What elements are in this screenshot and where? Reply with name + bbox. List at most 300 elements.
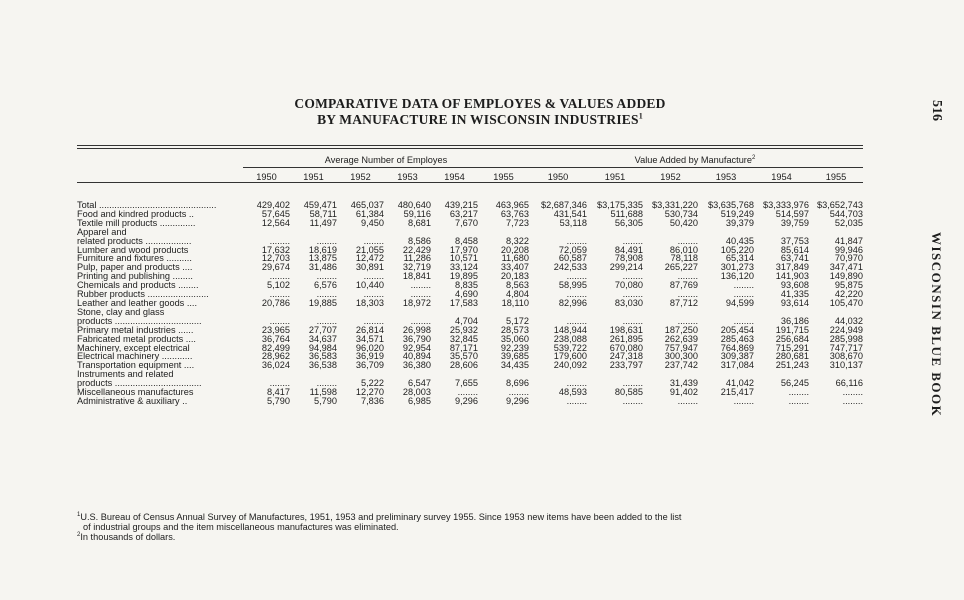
year-header-val: 1950 [547, 172, 569, 183]
employes-cell: 94,984 [308, 343, 337, 353]
employes-cell: 25,932 [449, 325, 478, 335]
employes-cell: 12,564 [261, 218, 290, 228]
employes-cell: 6,547 [408, 379, 431, 389]
value-added-cell: 262,639 [664, 334, 698, 344]
value-added-cell: 63,741 [780, 254, 809, 264]
industry-label: Instruments and related [77, 370, 174, 380]
value-added-cell [754, 308, 809, 317]
employes-cell: 17,632 [261, 245, 290, 255]
employes-cell [431, 228, 478, 237]
table-row [77, 379, 863, 388]
employes-cell [243, 228, 290, 237]
industry-label: Electrical machinery ............ [77, 352, 193, 362]
industry-label: Furniture and fixtures .......... [77, 254, 192, 264]
employes-cell: 40,894 [402, 352, 431, 362]
value-added-cell: 198,631 [609, 325, 643, 335]
value-added-cell: ........ [733, 316, 754, 326]
employes-cell: 26,998 [402, 325, 431, 335]
value-added-cell: 94,599 [725, 298, 754, 308]
value-added-cell: 42,220 [834, 290, 863, 299]
industry-label: Transportation equipment .... [77, 361, 195, 371]
employes-cell: 96,020 [355, 343, 384, 353]
employes-cell: 36,919 [355, 352, 384, 362]
table-row [77, 344, 863, 353]
employes-cell [243, 370, 290, 379]
employes-cell: 28,003 [402, 388, 431, 397]
employes-cell: 23,965 [261, 325, 290, 335]
value-added-cell [587, 308, 643, 317]
value-added-cell [643, 370, 698, 379]
year-header-emp: 1953 [397, 172, 418, 183]
employes-cell: 9,450 [361, 218, 384, 228]
employes-cell: 5,790 [267, 396, 290, 406]
value-added-cell: 747,717 [829, 343, 863, 353]
running-head-side: WISCONSIN BLUE BOOK [929, 232, 944, 418]
employes-cell: ........ [316, 290, 337, 299]
value-added-cell: 136,120 [720, 272, 754, 282]
employes-cell: 34,571 [355, 334, 384, 344]
employes-cell: 8,681 [408, 218, 431, 228]
industry-label: Textile mill products .............. [77, 218, 196, 228]
employes-cell: 19,895 [449, 272, 478, 282]
industry-label: Food and kindred products .. [77, 209, 194, 219]
industry-label: Administrative & auxiliary .. [77, 396, 188, 406]
industry-label: Stone, clay and glass [77, 307, 165, 317]
employes-cell: 5,172 [506, 316, 529, 326]
value-added-cell: $3,652,743 [817, 201, 863, 210]
employes-cell: 11,680 [501, 254, 529, 264]
page-title [180, 96, 780, 128]
employes-cell: 32,719 [402, 263, 431, 273]
industry-label: Primary metal industries ...... [77, 325, 194, 335]
table-row [77, 237, 863, 246]
group-rule-value [527, 167, 863, 168]
title-footnote-mark: 1 [638, 111, 643, 121]
employes-cell [290, 228, 337, 237]
table-row [77, 317, 863, 326]
value-added-cell: 99,946 [834, 245, 863, 255]
employes-cell: 34,637 [308, 334, 337, 344]
value-added-cell: 93,614 [780, 298, 809, 308]
year-header-val: 1954 [771, 172, 792, 183]
employes-cell [478, 308, 529, 317]
value-added-cell: ........ [622, 272, 643, 282]
value-added-cell: 715,291 [775, 343, 809, 353]
value-added-cell [643, 308, 698, 317]
value-added-cell: ........ [622, 379, 643, 389]
employes-cell [290, 370, 337, 379]
value-added-cell: 87,769 [669, 281, 698, 291]
value-added-cell [698, 308, 754, 317]
employes-cell: 31,486 [308, 263, 337, 273]
employes-cell: 8,586 [408, 236, 431, 246]
value-added-cell: ........ [733, 281, 754, 291]
employes-cell [337, 228, 384, 237]
value-added-cell: 39,379 [725, 218, 754, 228]
year-header-emp: 1950 [256, 172, 277, 183]
value-added-cell: 310,137 [829, 361, 863, 371]
title-line-1: COMPARATIVE DATA OF EMPLOYES & VALUES ADDED [294, 96, 666, 111]
employes-cell: 18,110 [501, 298, 529, 308]
employes-cell: 4,690 [455, 290, 478, 299]
table-row [77, 335, 863, 344]
value-added-cell: 280,681 [775, 352, 809, 362]
value-added-cell: 60,587 [558, 254, 587, 264]
employes-cell: ........ [316, 272, 337, 282]
value-added-cell: 347,471 [829, 263, 863, 273]
table-row [77, 246, 863, 255]
industry-label: Total .............................................. [77, 201, 217, 210]
employes-cell: 61,384 [355, 209, 384, 219]
footnote-1-mark: 1 [77, 511, 81, 518]
employes-cell: 36,764 [261, 334, 290, 344]
employes-cell: 18,972 [402, 298, 431, 308]
value-added-cell: ........ [622, 316, 643, 326]
employes-cell: 92,954 [402, 343, 431, 353]
value-added-cell: 215,417 [720, 388, 754, 397]
employes-cell: 11,598 [309, 388, 337, 397]
footnote-2 [77, 532, 867, 542]
value-added-cell: 48,593 [558, 388, 587, 397]
value-added-cell: 530,734 [664, 209, 698, 219]
value-added-cell [529, 228, 587, 237]
employes-cell: 7,655 [455, 379, 478, 389]
value-added-cell: 265,227 [664, 263, 698, 273]
employes-cell: 28,573 [500, 325, 529, 335]
table-row [77, 352, 863, 361]
industry-label: products .................................. [77, 316, 202, 326]
footnote-1-line-1: U.S. Bureau of Census Annual Survey of Manufactures, 1951, 1953 and preliminary survey 1955. Since 1953 new items have been added to the list [80, 512, 682, 522]
employes-cell: 17,583 [449, 298, 478, 308]
value-added-cell: 670,080 [609, 343, 643, 353]
employes-cell: 463,965 [495, 201, 529, 210]
employes-cell: 8,458 [455, 236, 478, 246]
employes-cell: 8,563 [506, 281, 529, 291]
employes-cell: 18,619 [308, 245, 337, 255]
employes-cell: 21,055 [355, 245, 384, 255]
employes-cell [478, 370, 529, 379]
value-added-cell: 511,688 [610, 209, 643, 219]
employes-cell: 57,645 [261, 209, 290, 219]
value-added-cell: 205,454 [720, 325, 754, 335]
value-added-cell: 85,614 [780, 245, 809, 255]
employes-cell: 36,024 [261, 361, 290, 371]
value-added-cell: ........ [566, 290, 587, 299]
group-header-value [527, 156, 863, 165]
employes-cell: 9,296 [455, 396, 478, 406]
employes-cell: 36,583 [308, 352, 337, 362]
employes-cell: 20,208 [500, 245, 529, 255]
employes-cell: 33,407 [500, 263, 529, 273]
value-added-cell: ........ [566, 316, 587, 326]
group-rule-employes [243, 167, 529, 168]
value-added-cell: 191,715 [775, 325, 809, 335]
value-added-cell: 247,318 [609, 352, 643, 362]
year-header-row [77, 170, 863, 183]
value-added-cell [587, 370, 643, 379]
employes-cell: 29,674 [261, 263, 290, 273]
employes-cell: 22,429 [402, 245, 431, 255]
employes-cell: 18,303 [355, 298, 384, 308]
value-added-cell: 44,032 [834, 316, 863, 326]
top-rule [77, 145, 863, 146]
table-row [77, 326, 863, 335]
employes-cell: 58,711 [309, 209, 337, 219]
employes-cell: 33,124 [449, 263, 478, 273]
employes-cell: ........ [269, 316, 290, 326]
value-added-cell: 78,118 [670, 254, 698, 264]
year-header-emp: 1952 [350, 172, 371, 183]
value-added-cell [587, 228, 643, 237]
value-added-cell: 757,947 [664, 343, 698, 353]
value-added-cell: ........ [677, 236, 698, 246]
value-added-cell: 179,600 [553, 352, 587, 362]
employes-cell: ........ [269, 272, 290, 282]
employes-cell [384, 370, 431, 379]
value-added-cell: ........ [622, 236, 643, 246]
employes-cell [290, 308, 337, 317]
employes-cell: 30,891 [355, 263, 384, 273]
employes-cell: ........ [316, 316, 337, 326]
value-added-cell: ........ [677, 316, 698, 326]
value-added-cell: ........ [622, 396, 643, 406]
employes-cell [337, 370, 384, 379]
employes-cell: 82,499 [261, 343, 290, 353]
industry-label: Machinery, except electrical [77, 343, 190, 353]
employes-cell: 10,440 [355, 281, 384, 291]
table-row [77, 219, 863, 228]
employes-cell: 459,471 [303, 201, 337, 210]
value-added-cell: 240,092 [553, 361, 587, 371]
employes-cell: 9,296 [506, 396, 529, 406]
value-added-cell: ........ [842, 396, 863, 406]
industry-label: Leather and leather goods .... [77, 298, 198, 308]
value-added-cell: 544,703 [829, 209, 863, 219]
year-header-val: 1955 [825, 172, 847, 183]
employes-cell: ........ [363, 316, 384, 326]
employes-cell: 439,215 [444, 201, 478, 210]
employes-cell: ........ [316, 236, 337, 246]
employes-cell: 8,835 [455, 281, 478, 291]
employes-cell: 63,217 [449, 209, 478, 219]
value-added-cell: 519,249 [720, 209, 754, 219]
value-added-cell: 83,030 [614, 298, 643, 308]
table-row [77, 388, 863, 397]
value-added-cell: ........ [733, 290, 754, 299]
table-row [77, 370, 863, 379]
employes-cell: 5,222 [361, 379, 384, 389]
page-number: 516 [929, 100, 944, 121]
value-added-cell: 58,995 [558, 281, 587, 291]
employes-cell: ........ [410, 290, 431, 299]
value-added-cell [809, 370, 863, 379]
value-added-cell: ........ [677, 272, 698, 282]
table-row [77, 290, 863, 299]
year-header-val: 1952 [660, 172, 681, 183]
employes-cell [478, 228, 529, 237]
employes-cell: 36,538 [308, 361, 337, 371]
title-line-2 [180, 112, 780, 128]
employes-cell: 10,571 [449, 254, 478, 264]
employes-cell: ........ [269, 236, 290, 246]
value-added-cell: 285,463 [720, 334, 754, 344]
value-added-cell: 50,420 [669, 218, 698, 228]
table-body [77, 183, 863, 406]
employes-cell: ........ [410, 316, 431, 326]
value-added-cell [698, 228, 754, 237]
group-header-employes: Average Number of Employes [324, 155, 448, 165]
value-added-cell: 87,712 [669, 298, 698, 308]
value-added-cell: 66,116 [835, 379, 863, 389]
employes-cell: 7,723 [506, 218, 529, 228]
employes-cell: 19,885 [308, 298, 337, 308]
value-added-cell: ........ [842, 388, 863, 397]
value-added-cell: 300,300 [664, 352, 698, 362]
value-added-cell: 36,186 [780, 316, 809, 326]
value-added-cell: 84,491 [614, 245, 643, 255]
value-added-cell: 764,869 [720, 343, 754, 353]
table-row [77, 281, 863, 290]
value-added-cell: ........ [677, 290, 698, 299]
value-added-cell: $3,331,220 [652, 201, 698, 210]
value-added-cell: 31,439 [669, 379, 698, 389]
employes-cell: 11,286 [403, 254, 431, 264]
year-header-val: 1953 [715, 172, 737, 183]
employes-cell: 92,239 [500, 343, 529, 353]
value-added-cell [529, 370, 587, 379]
employes-cell: 59,116 [403, 209, 431, 219]
value-added-cell: 52,035 [834, 218, 863, 228]
value-added-cell: 41,042 [725, 379, 754, 389]
group-header-value-text: Value Added by Manufacture [634, 155, 752, 165]
industry-label: Printing and publishing ........ [77, 272, 193, 282]
industry-label: Apparel and [77, 227, 127, 237]
footnotes [77, 512, 867, 542]
group-header-row [77, 148, 863, 170]
value-added-cell: 70,080 [614, 281, 643, 291]
employes-cell: 12,270 [355, 388, 384, 397]
employes-cell: 32,845 [449, 334, 478, 344]
industry-label: Fabricated metal products .... [77, 334, 196, 344]
employes-cell: 27,707 [308, 325, 337, 335]
employes-cell: 87,171 [449, 343, 478, 353]
value-added-cell: ........ [566, 396, 587, 406]
industry-label: Rubber products ........................ [77, 290, 209, 299]
footnote-1-continued: of industrial groups and the item miscellaneous manufactures was eliminated. [83, 522, 399, 532]
year-header-emp: 1951 [303, 172, 324, 183]
value-added-cell: 301,273 [720, 263, 754, 273]
value-added-cell: 251,243 [775, 361, 809, 371]
employes-cell: 26,814 [355, 325, 384, 335]
table-row [77, 228, 863, 237]
industry-label: products .................................. [77, 379, 202, 389]
employes-cell: ........ [363, 290, 384, 299]
industry-label: Lumber and wood products [77, 245, 189, 255]
value-added-cell: ........ [733, 396, 754, 406]
spacer-row [77, 183, 863, 202]
value-added-cell: ........ [622, 290, 643, 299]
value-added-cell [809, 308, 863, 317]
industry-label: Chemicals and products ........ [77, 281, 199, 291]
value-added-cell: 65,314 [725, 254, 754, 264]
employes-cell: ........ [269, 290, 290, 299]
employes-cell [384, 228, 431, 237]
employes-cell: 63,763 [500, 209, 529, 219]
employes-cell: 6,985 [408, 396, 431, 406]
value-added-cell: ........ [788, 388, 809, 397]
value-added-cell: 242,533 [553, 263, 587, 273]
value-added-cell: $2,687,346 [541, 201, 587, 210]
employes-cell: 7,836 [361, 396, 384, 406]
employes-cell: 465,037 [350, 201, 384, 210]
value-added-cell: 431,541 [553, 209, 587, 219]
employes-cell: 35,570 [449, 352, 478, 362]
employes-cell: ........ [316, 379, 337, 389]
value-added-cell: ........ [788, 396, 809, 406]
value-added-cell: 308,670 [829, 352, 863, 362]
value-added-cell: 237,742 [664, 361, 698, 371]
value-added-cell: 148,944 [553, 325, 587, 335]
employes-cell: 6,576 [314, 281, 337, 291]
employes-cell: 36,790 [402, 334, 431, 344]
year-header-val: 1951 [604, 172, 626, 183]
value-added-cell [754, 370, 809, 379]
table-row [77, 299, 863, 308]
value-added-cell: 56,305 [614, 218, 643, 228]
table-row [77, 361, 863, 370]
employes-cell: ........ [363, 272, 384, 282]
employes-cell: 8,696 [506, 379, 529, 389]
value-added-cell: 95,875 [834, 281, 863, 291]
employes-cell: 28,962 [261, 352, 290, 362]
value-added-cell: 91,402 [669, 388, 698, 397]
value-added-cell: 256,684 [775, 334, 809, 344]
value-added-cell: 82,996 [558, 298, 587, 308]
value-added-cell: 41,335 [780, 290, 809, 299]
value-added-cell [809, 228, 863, 237]
table-row [77, 397, 863, 406]
value-added-cell: 39,759 [780, 218, 809, 228]
value-added-cell: 261,895 [609, 334, 643, 344]
data-table-wrap [77, 148, 863, 406]
value-footnote-mark: 2 [751, 154, 756, 161]
value-added-cell: 299,214 [609, 263, 643, 273]
value-added-cell: 285,998 [829, 334, 863, 344]
employes-cell: 17,970 [449, 245, 478, 255]
industry-label: related products .................. [77, 236, 192, 246]
employes-cell: 35,060 [500, 334, 529, 344]
table-row [77, 210, 863, 219]
employes-cell: 12,472 [355, 254, 384, 264]
value-added-cell: 317,084 [720, 361, 754, 371]
value-added-cell: ........ [566, 236, 587, 246]
employes-cell: 4,804 [506, 290, 529, 299]
value-added-cell: 149,890 [829, 272, 863, 282]
value-added-cell: 56,245 [780, 379, 809, 389]
employes-cell [243, 308, 290, 317]
value-added-cell: $3,333,976 [763, 201, 809, 210]
year-header-emp: 1955 [493, 172, 514, 183]
value-added-cell: 187,250 [664, 325, 698, 335]
industry-label: Miscellaneous manufactures [77, 388, 194, 397]
table-row [77, 254, 863, 263]
value-added-cell: $3,635,768 [708, 201, 754, 210]
employes-cell [431, 308, 478, 317]
value-added-cell: 539,722 [553, 343, 587, 353]
value-added-cell [754, 228, 809, 237]
value-added-cell: 105,470 [829, 298, 863, 308]
data-table [77, 170, 863, 406]
